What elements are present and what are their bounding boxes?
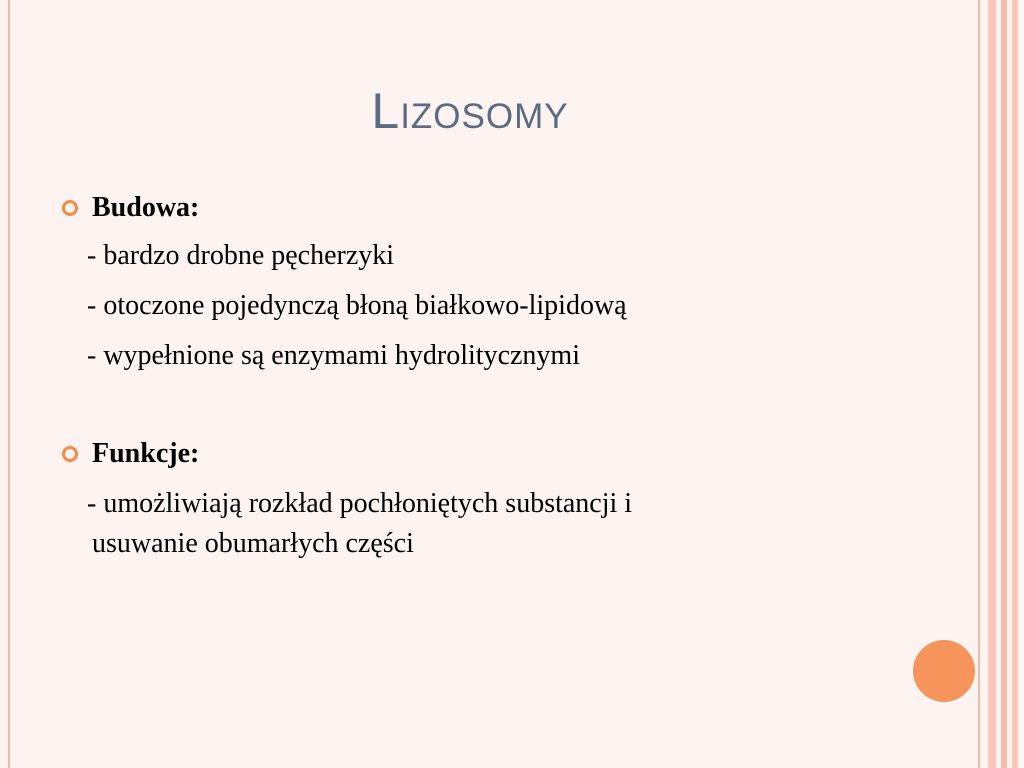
decorative-stripe [1001,0,1007,768]
bullet-ring-icon [62,446,78,462]
decorative-stripe [1012,0,1018,768]
section-funkcje [62,438,199,470]
slide-title: Lizosomy [371,83,569,139]
decorative-stripe [988,0,996,768]
accent-circle [913,640,975,702]
bullet-ring-icon [62,200,78,216]
section-line: usuwanie obumarłych części [92,528,414,559]
section-heading: Funkcje: [92,438,200,469]
section-budowa [62,192,199,224]
section-heading: Budowa: [92,192,200,223]
section-line: - wypełnione są enzymami hydrolitycznymi [87,340,580,371]
decorative-stripe [978,0,980,768]
section-line: - otoczone pojedynczą błoną białkowo-lipidową [87,290,627,321]
section-line: - umożliwiają rozkład pochłoniętych substancji i [87,488,633,519]
section-line: - bardzo drobne pęcherzyki [87,240,395,271]
